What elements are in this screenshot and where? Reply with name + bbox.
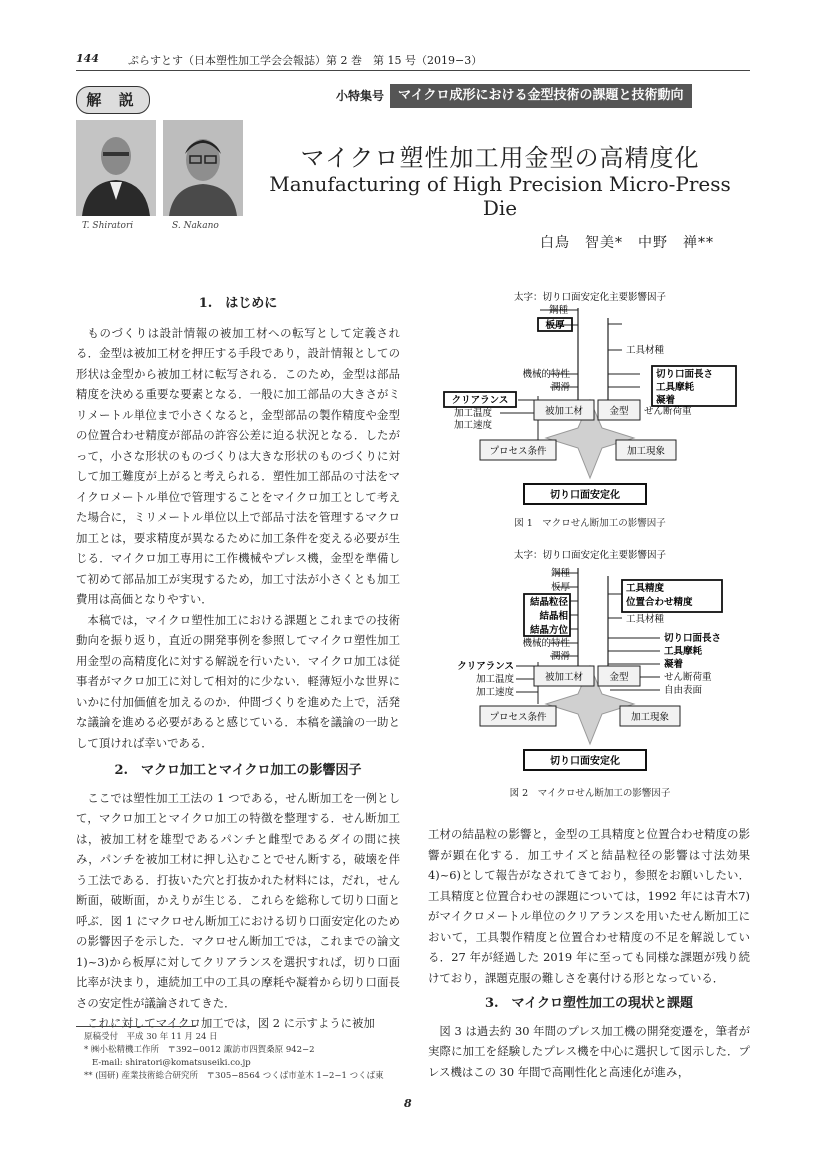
- header-rule: [76, 70, 750, 71]
- fig2-label: 工具摩耗: [664, 646, 703, 657]
- fig2-label: 結晶粒径: [529, 597, 568, 608]
- genre-tag: 解 説: [76, 86, 150, 114]
- fig2-label: せん断荷重: [664, 672, 712, 683]
- footnote-affiliation-1: * ㈱小松精機工作所 〒392−0012 諏訪市四賀桑原 942−2: [84, 1045, 315, 1055]
- special-issue-label: 小特集号: [330, 84, 390, 108]
- footnote-email: E-mail: shiratori@komatsuseiki.co.jp: [92, 1058, 251, 1068]
- left-column: [76, 294, 400, 1034]
- fig2-box: 加工現象: [630, 712, 670, 723]
- figure-2-diagram: [430, 546, 750, 778]
- fig1-box: 金型: [609, 406, 629, 417]
- fig1-label: 切り口面長さ: [656, 369, 714, 380]
- author-photo-1: [76, 120, 156, 216]
- fig1-label: 工具材種: [626, 345, 665, 356]
- page-number-header: 144: [76, 52, 99, 65]
- fig1-label: 機械的特性: [522, 369, 570, 380]
- photo-caption-1: T. Shiratori: [82, 221, 134, 231]
- footnote-affiliation-2: ** (国研) 産業技術総合研究所 〒305−8564 つくば市並木 1−2−1 つくば東: [84, 1071, 384, 1081]
- fig-note: 太字：切り口面安定化主要影響因子: [513, 292, 667, 303]
- fig2-box: プロセス条件: [489, 712, 547, 723]
- section-1-paragraph: ものづくりは設計情報の被加工材への転写として定義される．金型は被加工材を押圧する手段であり，設計情報としての形状は金型から被加工材に転写される．このため，金型は部品精度を決める重要な要素となる．一般に加工部品の大きさがミリメートル単位まで小さくなると，金型部品の製作精度や金型の位置合わせ精度が部品の許容公差に迫る状況となる．したがって，小さな形状のものづくりは大きな形状のものづくりに対して加工難度が上がると考えられる．塑性加工部品の寸法をマイクロメートル単位で管理することをマイクロ加工として考えた場合に，ミリメートル単位以上で部品寸法を管理するマクロ加工とは，要求精度が異なるために加工条件を変える必要が生じる．マイクロ加工専用に工作機械やプレス機，金型を準備して初めて部品加工が実現するため，加工寸法が小さくとも加工費用は高価となりやすい．: [76, 325, 400, 606]
- section-2-continued: 工材の結晶粒の影響と，金型の工具精度と位置合わせ精度の影響が顕在化する．加工サイズと結晶粒径の影響は寸法効果4)~6)として報告がなされてきており，参照をお願いしたい．工具精度と位置合わせの課題については，1992 年には青木7)がマイクロメートル単位のクリアランスを用いたせん断加工において，工具製作精度と位置合わせ精度の不足を解説している．27 年が経過した 2019 年に至っても同様な課題が残り続けており，課題克服の難しさを裏付ける形となっている．: [428, 827, 750, 985]
- fig1-box: プロセス条件: [489, 446, 547, 457]
- fig1-label: 凝着: [656, 395, 676, 406]
- fig2-label: 潤滑: [550, 651, 570, 662]
- fig2-label: 鋼種: [550, 568, 570, 579]
- figure-1-caption: 図 1 マクロせん断加工の影響因子: [514, 518, 666, 529]
- fig2-box: 切り口面安定化: [550, 756, 620, 767]
- fig1-box: 切り口面安定化: [550, 490, 620, 501]
- fig2-label: 切り口面長さ: [664, 633, 722, 644]
- right-column: [428, 824, 750, 1082]
- fig2-label: 工具材種: [626, 614, 665, 625]
- fig2-label: 結晶相: [539, 611, 568, 622]
- fig2-box: 被加工材: [544, 672, 584, 683]
- fig2-label: クリアランス: [457, 661, 514, 672]
- fig2-label: 工具精度: [626, 583, 665, 594]
- fig2-label: 機械的特性: [522, 638, 570, 649]
- fig2-label: 自由表面: [664, 685, 703, 696]
- fig1-label: 加工温度: [453, 408, 492, 419]
- fig1-label: 鋼種: [548, 305, 568, 316]
- fig1-label: せん断荷重: [644, 406, 692, 417]
- section-1-heading: 1. はじめに: [198, 296, 278, 311]
- photo-caption-2: S. Nakano: [172, 221, 219, 231]
- fig1-label: 加工速度: [453, 420, 492, 431]
- fig2-label: 位置合わせ精度: [626, 597, 693, 608]
- special-issue-theme: マイクロ成形における金型技術の課題と技術動向: [390, 84, 691, 108]
- article-title-en: Manufacturing of High Precision Micro-Press Die: [269, 172, 731, 220]
- fig2-label: 加工速度: [475, 687, 514, 698]
- fig1-label: 工具摩耗: [656, 382, 695, 393]
- fig2-label: 結晶方位: [529, 625, 568, 636]
- section-1-paragraph: 本稿では，マイクロ塑性加工における課題とこれまでの技術動向を振り返り，直近の開発事例を参照してマイクロ塑性加工用金型の高精度化に対する解説を行いたい．マイクロ加工は従事者がマクロ加工に対して相対的に少ない．軽薄短小な世界にいかに付加価値を加えるのか．仲間づくりを進めた上で，活発な議論を進める必要があると感じている．本稿を議論の一助として頂ければ幸いである．: [76, 612, 400, 750]
- footnotes: [84, 1031, 404, 1083]
- page-number-footer: 8: [404, 1097, 412, 1110]
- section-2-paragraph: ここでは塑性加工工法の 1 つである，せん断加工を一例として，マクロ加工とマイクロ加工の特徴を整理する．せん断加工は，被加工材を雄型であるパンチと雌型であるダイの間に挟み，パンチを被加工材に押し込むことでせん断する，破壊を伴う工法である．打抜いた穴と打抜かれた材料には，だれ，せん断面，破断面，かえりが生じる．これらを総称して切り口面と呼ぶ．図 1 にマクロせん断加工における切り口面安定化のための影響因子を示した．マクロせん断加工では，これまでの論文1)~3)から板厚に対してクリアランスを選択すれば，切り口面比率が決まり，連続加工中の工具の摩耗や凝着から切り口面長さの安定性が議論されてきた．: [76, 790, 400, 1010]
- fig2-label: 板厚: [550, 582, 570, 593]
- author-names: 白鳥 智美* 中野 禅**: [540, 235, 714, 251]
- fig1-box: 加工現象: [626, 446, 666, 457]
- section-3-paragraph: 図 3 は過去約 30 年間のプレス加工機の開発変遷を，筆者が実際に加工を経験したプレス機を中心に選択して図示した．プレス機はこの 30 年間で高剛性化と高速化が進み，: [428, 1023, 750, 1079]
- journal-header: ぷらすとす（日本塑性加工学会会報誌）第 2 巻 第 15 号（2019−3）: [128, 54, 483, 67]
- footnote-received: 原稿受付 平成 30 年 11 月 24 日: [84, 1032, 218, 1042]
- author-photo-2: [163, 120, 243, 216]
- fig2-label: 凝着: [664, 659, 684, 670]
- article-title-ja: マイクロ塑性加工用金型の高精度化: [300, 144, 700, 172]
- section-3-heading: 3. マイクロ塑性加工の現状と課題: [484, 996, 694, 1011]
- fig2-box: 金型: [609, 672, 629, 683]
- section-2-paragraph: これに対してマイクロ加工では，図 2 に示すように被加: [87, 1016, 375, 1030]
- fig2-label: 加工温度: [475, 674, 514, 685]
- figure-1-diagram: [430, 288, 750, 514]
- fig1-label: 潤滑: [550, 382, 570, 393]
- fig1-label: クリアランス: [451, 395, 509, 406]
- footnote-rule: [76, 1026, 196, 1027]
- figure-2-caption: 図 2 マイクロせん断加工の影響因子: [509, 788, 671, 799]
- fig-note: 太字：切り口面安定化主要影響因子: [513, 550, 667, 561]
- special-issue-banner: [330, 84, 692, 108]
- fig1-box: 被加工材: [544, 406, 584, 417]
- section-2-heading: 2. マクロ加工とマイクロ加工の影響因子: [114, 763, 362, 778]
- fig1-label: 板厚: [545, 320, 565, 331]
